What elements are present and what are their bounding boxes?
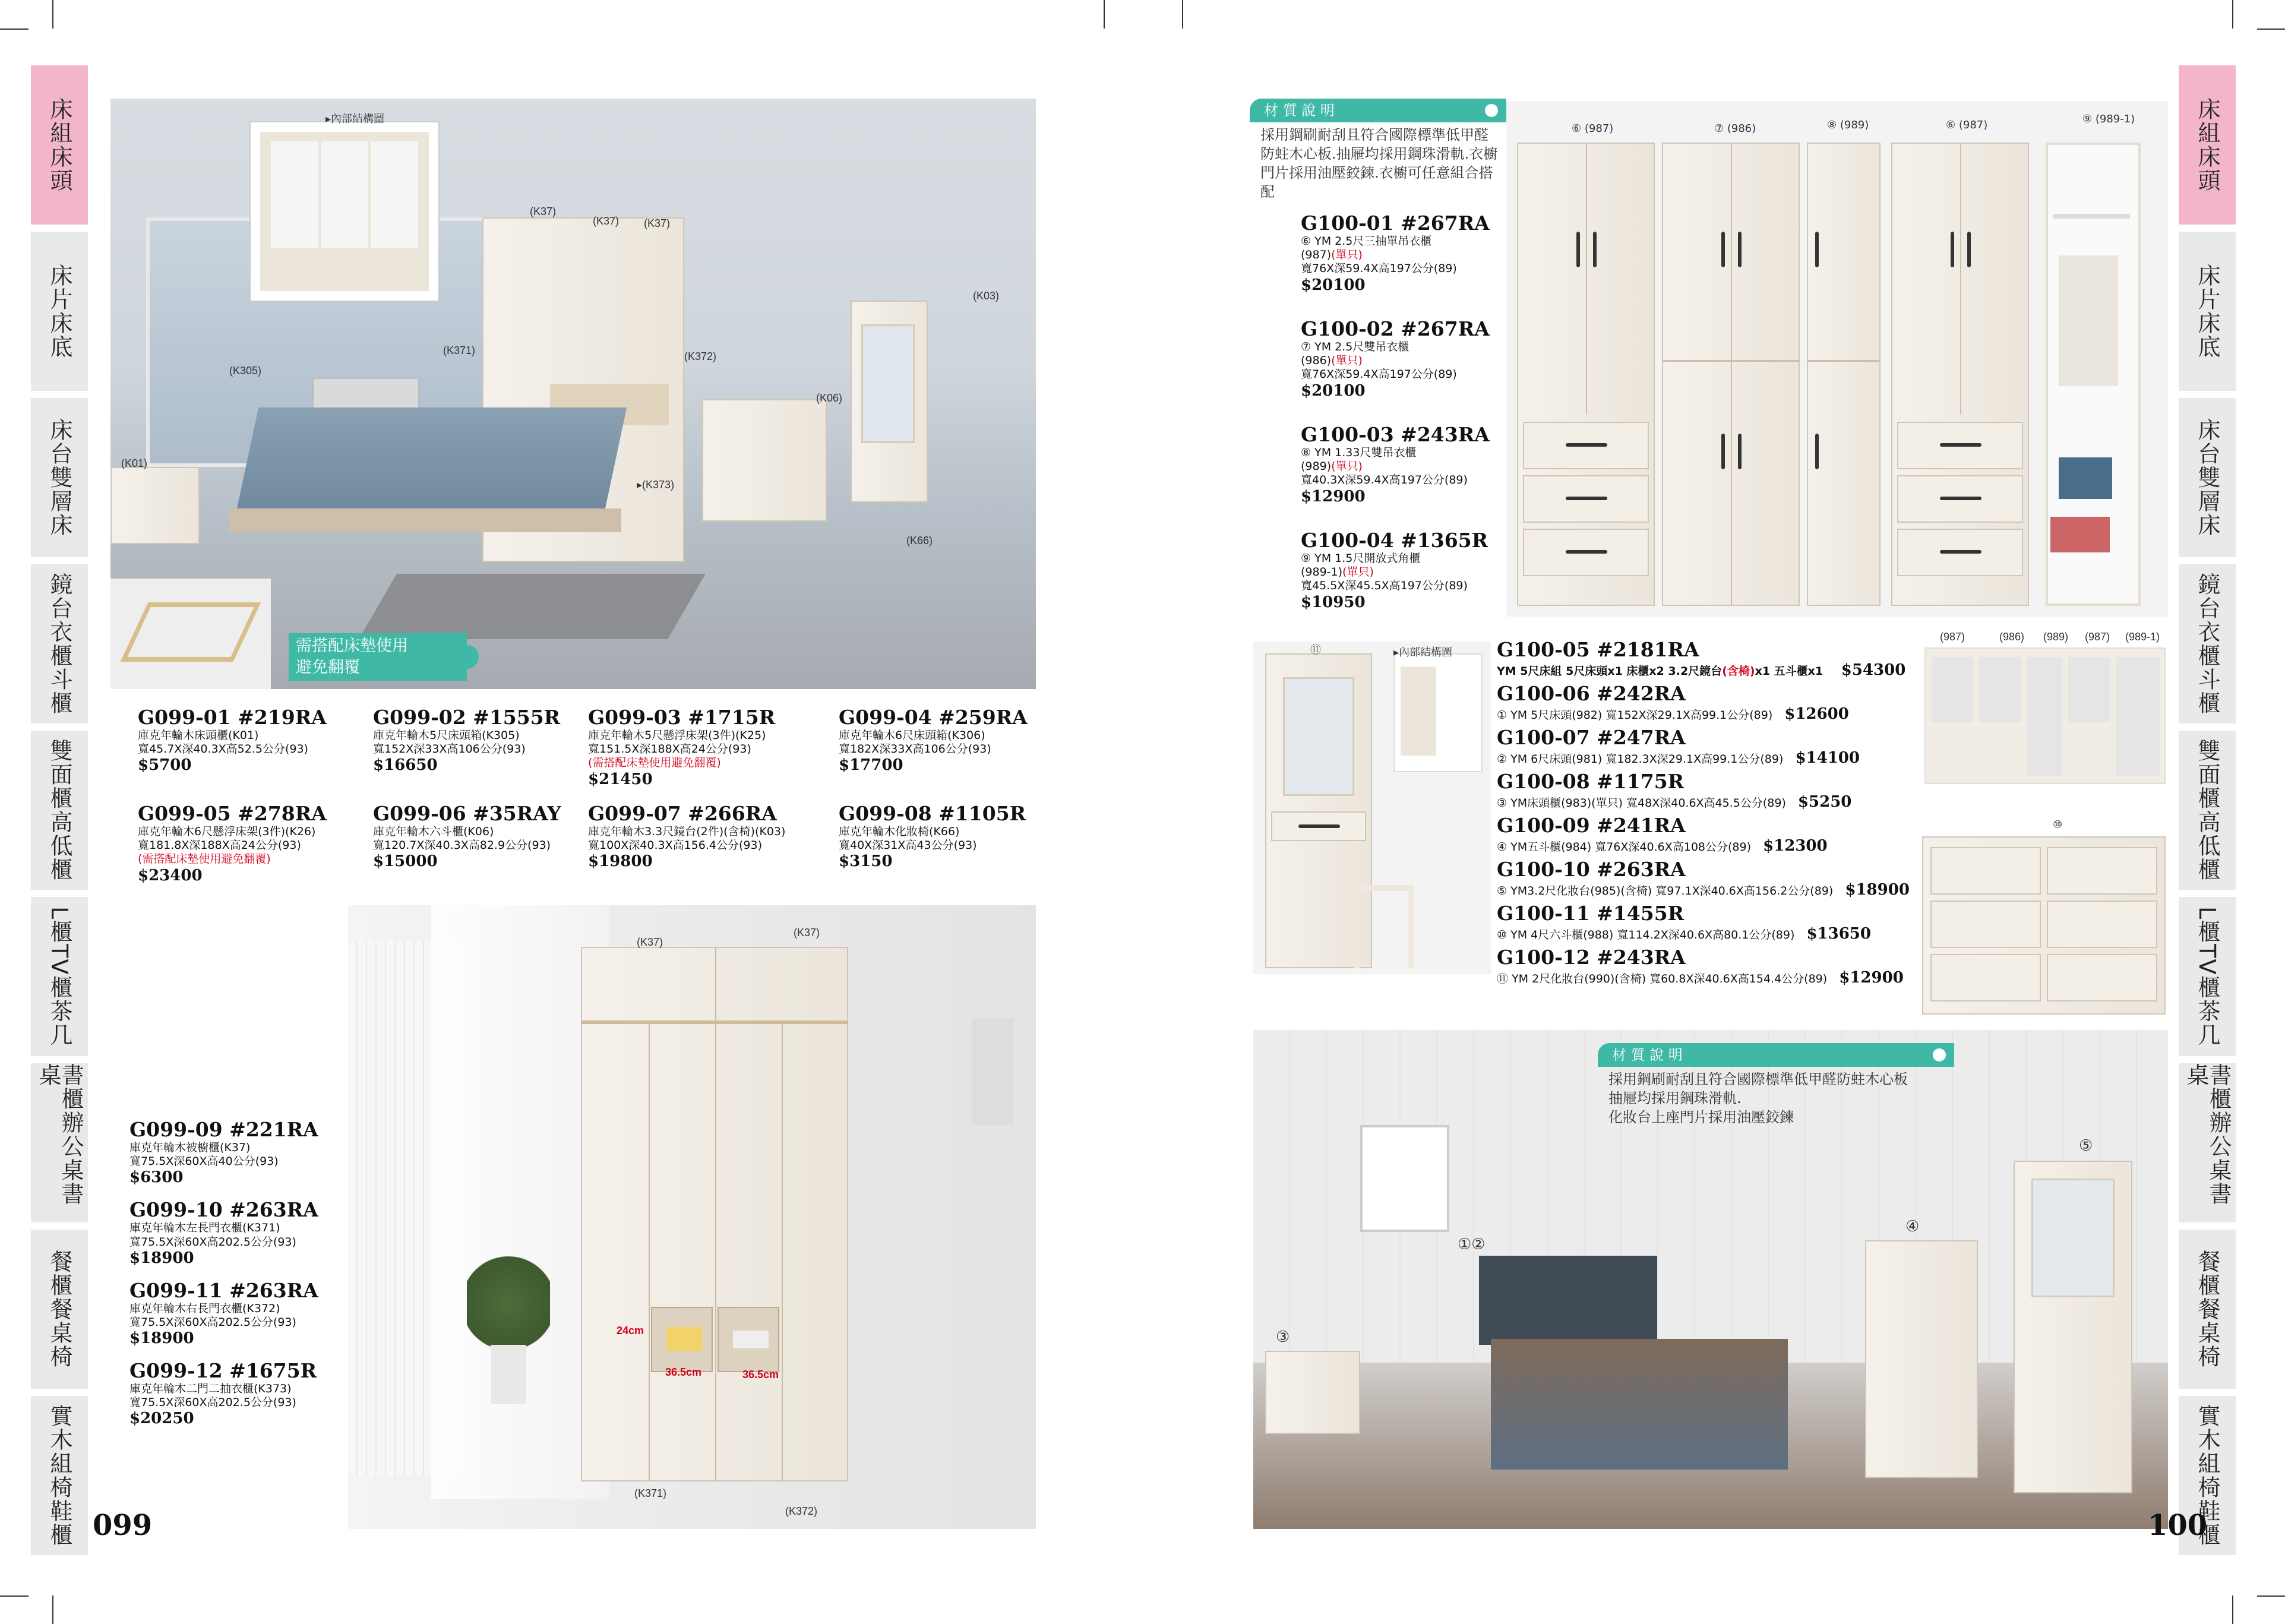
tab-dining[interactable]: 餐櫃餐桌椅 bbox=[2179, 1230, 2236, 1389]
product-g100-03: G100-03 #243RA ⑧ YM 1.33尺雙吊衣櫃 (989)(單只) 寬40.3X深59.4X高197公分(89) $12900 bbox=[1301, 423, 1490, 505]
material-notes: 材 質 說 明 採用鋼刷耐刮且符合國際標準低甲醛防蛀木心板.抽屜均採用鋼珠滑軌.衣櫥門片採用油壓鉸鍊.衣櫥可任意組合搭配 bbox=[1250, 99, 1506, 198]
product-g099-08: G099-08 #1105R 庫克年輪木化妝椅(K66) 寬40X深31X高43公分(93) $3150 bbox=[839, 802, 1026, 871]
product-g099-10: G099-10 #263RA 庫克年輪木左長門衣櫃(K371) 寬75.5X深60X高202.5公分(93) $18900 bbox=[129, 1198, 318, 1267]
bed-slats-inset bbox=[110, 579, 271, 689]
label-k37: (K37) bbox=[794, 927, 820, 939]
label-k06: (K06) bbox=[816, 392, 843, 404]
tab-cabinet[interactable]: 雙面櫃高低櫃 bbox=[2179, 731, 2236, 890]
page-number: 099 bbox=[93, 1509, 153, 1542]
right-category-tabs bbox=[2179, 65, 2236, 1562]
tab-bed-set[interactable]: 床組床頭 bbox=[31, 65, 88, 225]
tab-desk[interactable]: 書櫃辦公桌書桌 bbox=[2179, 1063, 2236, 1222]
tab-bed-panel[interactable]: 床片床底 bbox=[2179, 232, 2236, 391]
product-g099-03: G099-03 #1715R 庫克年輪木5尺懸浮床架(3件)(K25) 寬151.5X深188X高24公分(93) (需搭配床墊使用避免翻覆) $21450 bbox=[588, 706, 776, 788]
internal-structure-inset bbox=[251, 122, 438, 301]
label-k373: ▸(K373) bbox=[637, 479, 675, 491]
label-k372: (K372) bbox=[785, 1505, 818, 1517]
label-11: ⑪ bbox=[1310, 644, 1321, 656]
vanity-photo bbox=[1253, 642, 1491, 974]
bedroom-photo bbox=[110, 99, 1036, 689]
dimension-height: 24cm bbox=[617, 1325, 644, 1337]
set-item-list bbox=[1497, 682, 1910, 988]
label-10: ⑩ bbox=[2053, 819, 2063, 831]
label-k37: (K37) bbox=[593, 215, 620, 227]
tab-dresser[interactable]: 鏡台衣櫃斗櫃 bbox=[2179, 564, 2236, 723]
label-986: (986) bbox=[1999, 631, 2025, 643]
label-989: (989) bbox=[2043, 631, 2069, 643]
label-1-2: ①② bbox=[1458, 1236, 1486, 1253]
product-g100-12: G100-12 #243RA ⑪ YM 2尺化妝台(990)(含椅) 寬60.8X深40.6X高154.4公分(89) $12900 bbox=[1497, 946, 1904, 987]
tab-bed-frame[interactable]: 床台雙層床 bbox=[2179, 398, 2236, 557]
wardrobe-photo bbox=[348, 905, 1036, 1529]
tab-dining[interactable]: 餐櫃餐桌椅 bbox=[31, 1230, 88, 1389]
product-g099-07: G099-07 #266RA 庫克年輪木3.3尺鏡台(2件)(含椅)(K03) 寬100X深40.3X高156.4公分(93) $19800 bbox=[588, 802, 786, 871]
label-k66: (K66) bbox=[906, 535, 933, 546]
product-g099-11: G099-11 #263RA 庫克年輪木右長門衣櫃(K372) 寬75.5X深60X高202.5公分(93) $18900 bbox=[129, 1278, 318, 1348]
left-category-tabs bbox=[31, 65, 88, 1562]
label-987: ⑥ (987) bbox=[1946, 119, 1988, 131]
interior-and-dresser-photo bbox=[1922, 630, 2168, 1022]
label-987: (987) bbox=[1940, 631, 1965, 643]
product-g099-06: G099-06 #35RAY 庫克年輪木六斗櫃(K06) 寬120.7X深40.3X高82.9公分(93) $15000 bbox=[373, 802, 561, 871]
product-g099-04: G099-04 #259RA 庫克年輪木6尺床頭箱(K306) 寬182X深33X高106公分(93) $17700 bbox=[839, 706, 1028, 775]
material-notes: 材 質 說 明 採用鋼刷耐刮且符合國際標準低甲醛防蛀木心板 抽屜均採用鋼珠滑軌. 化妝台上座門片採用油壓鉸鍊 bbox=[1598, 1043, 1954, 1131]
tab-desk[interactable]: 書櫃辦公桌書桌 bbox=[31, 1063, 88, 1222]
wardrobe-product-list bbox=[1301, 211, 1490, 611]
product-g099-09: G099-09 #221RA 庫克年輪木被櫥櫃(K37) 寬75.5X深60X高40公分(93) $6300 bbox=[129, 1118, 318, 1187]
mattress-warning-badge: 需搭配床墊使用 避免翻覆 bbox=[289, 633, 467, 681]
label-k371: (K371) bbox=[443, 345, 476, 356]
product-g099-02: G099-02 #1555R 庫克年輪木5尺床頭箱(K305) 寬152X深33X高106公分(93) $16650 bbox=[373, 706, 561, 775]
label-k305: (K305) bbox=[229, 365, 262, 377]
label-k01: (K01) bbox=[121, 457, 148, 469]
internal-structure-label: ▸內部結構圖 bbox=[1393, 646, 1453, 659]
label-987: (987) bbox=[2085, 631, 2110, 643]
tab-bed-set[interactable]: 床組床頭 bbox=[2179, 65, 2236, 225]
label-5: ⑤ bbox=[2079, 1137, 2093, 1155]
products-column bbox=[129, 1118, 318, 1427]
product-g100-02: G100-02 #267RA ⑦ YM 2.5尺雙吊衣櫃 (986)(單只) 寬76X深59.4X高197公分(89) $20100 bbox=[1301, 317, 1490, 400]
label-986: ⑦ (986) bbox=[1714, 122, 1756, 135]
label-4: ④ bbox=[1905, 1218, 1920, 1236]
wardrobe-set-photo bbox=[1506, 101, 2168, 617]
product-g100-11: G100-11 #1455R ⑩ YM 4尺六斗櫃(988) 寬114.2X深40.6X高80.1公分(89) $13650 bbox=[1497, 902, 1871, 943]
label-989: ⑧ (989) bbox=[1827, 119, 1869, 131]
product-g099-12: G099-12 #1675R 庫克年輪木二門二抽衣櫃(K373) 寬75.5X深60X高202.5公分(93) $20250 bbox=[129, 1359, 317, 1428]
label-989-1: ⑨ (989-1) bbox=[2082, 113, 2135, 125]
tab-tv[interactable]: L櫃TV櫃茶几 bbox=[31, 897, 88, 1056]
product-g100-01: G100-01 #267RA ⑥ YM 2.5尺三抽單吊衣櫃 (987)(單只) 寬76X深59.4X高197公分(89) $20100 bbox=[1301, 211, 1490, 294]
dimension-width: 36.5cm bbox=[665, 1366, 702, 1378]
label-989-1: (989-1) bbox=[2125, 631, 2160, 643]
bedroom-set: G100-05 #2181RA YM 5尺床組 5尺床頭x1 床櫃x2 3.2尺鏡台(含椅)x1 五斗櫃x1 $54300 bbox=[1497, 638, 1906, 679]
tab-chair[interactable]: 實木組椅鞋櫃 bbox=[31, 1396, 88, 1555]
tab-chair[interactable]: 實木組椅鞋櫃 bbox=[2179, 1396, 2236, 1555]
label-k37: (K37) bbox=[644, 217, 671, 229]
internal-structure-label: ▸內部結構圖 bbox=[325, 113, 385, 125]
tab-tv[interactable]: L櫃TV櫃茶几 bbox=[2179, 897, 2236, 1056]
tab-bed-panel[interactable]: 床片床底 bbox=[31, 232, 88, 391]
product-g099-01: G099-01 #219RA 庫克年輪木床頭櫃(K01) 寬45.7X深40.3X高52.5公分(93) $5700 bbox=[138, 706, 327, 775]
label-k03: (K03) bbox=[973, 290, 1000, 302]
product-g100-06: G100-06 #242RA ① YM 5尺床頭(982) 寬152X深29.1X高99.1公分(89) $12600 bbox=[1497, 682, 1849, 723]
product-g100-08: G100-08 #1175R ③ YM床頭櫃(983)(單只) 寬48X深40.6X高45.5公分(89) $5250 bbox=[1497, 770, 1852, 811]
label-k37: (K37) bbox=[530, 206, 557, 217]
product-g100-04: G100-04 #1365R ⑨ YM 1.5尺開放式角櫃 (989-1)(單只) 寬45.5X深45.5X高197公分(89) $10950 bbox=[1301, 529, 1488, 611]
product-g099-05: G099-05 #278RA 庫克年輪木6尺懸浮床架(3件)(K26) 寬181.8X深188X高24公分(93) (需搭配床墊使用避免翻覆) $23400 bbox=[138, 802, 327, 884]
product-g100-09: G100-09 #241RA ④ YM五斗櫃(984) 寬76X深40.6X高108公分(89) $12300 bbox=[1497, 814, 1828, 855]
product-g100-07: G100-07 #247RA ② YM 6尺床頭(981) 寬182.3X深29.1X高99.1公分(89) $14100 bbox=[1497, 726, 1860, 767]
bedroom-set-photo bbox=[1253, 1030, 2168, 1529]
tab-bed-frame[interactable]: 床台雙層床 bbox=[31, 398, 88, 557]
label-k37: (K37) bbox=[637, 936, 663, 948]
page-number: 100 bbox=[2148, 1509, 2208, 1542]
label-987: ⑥ (987) bbox=[1572, 122, 1614, 135]
tab-dresser[interactable]: 鏡台衣櫃斗櫃 bbox=[31, 564, 88, 723]
label-k372: (K372) bbox=[684, 350, 717, 362]
dimension-width: 36.5cm bbox=[742, 1369, 779, 1380]
label-3: ③ bbox=[1276, 1328, 1290, 1346]
product-g100-10: G100-10 #263RA ⑤ YM3.2尺化妝台(985)(含椅) 寬97.1X深40.6X高156.2公分(89) $18900 bbox=[1497, 858, 1910, 899]
tab-cabinet[interactable]: 雙面櫃高低櫃 bbox=[31, 731, 88, 890]
label-k371: (K371) bbox=[634, 1487, 667, 1499]
